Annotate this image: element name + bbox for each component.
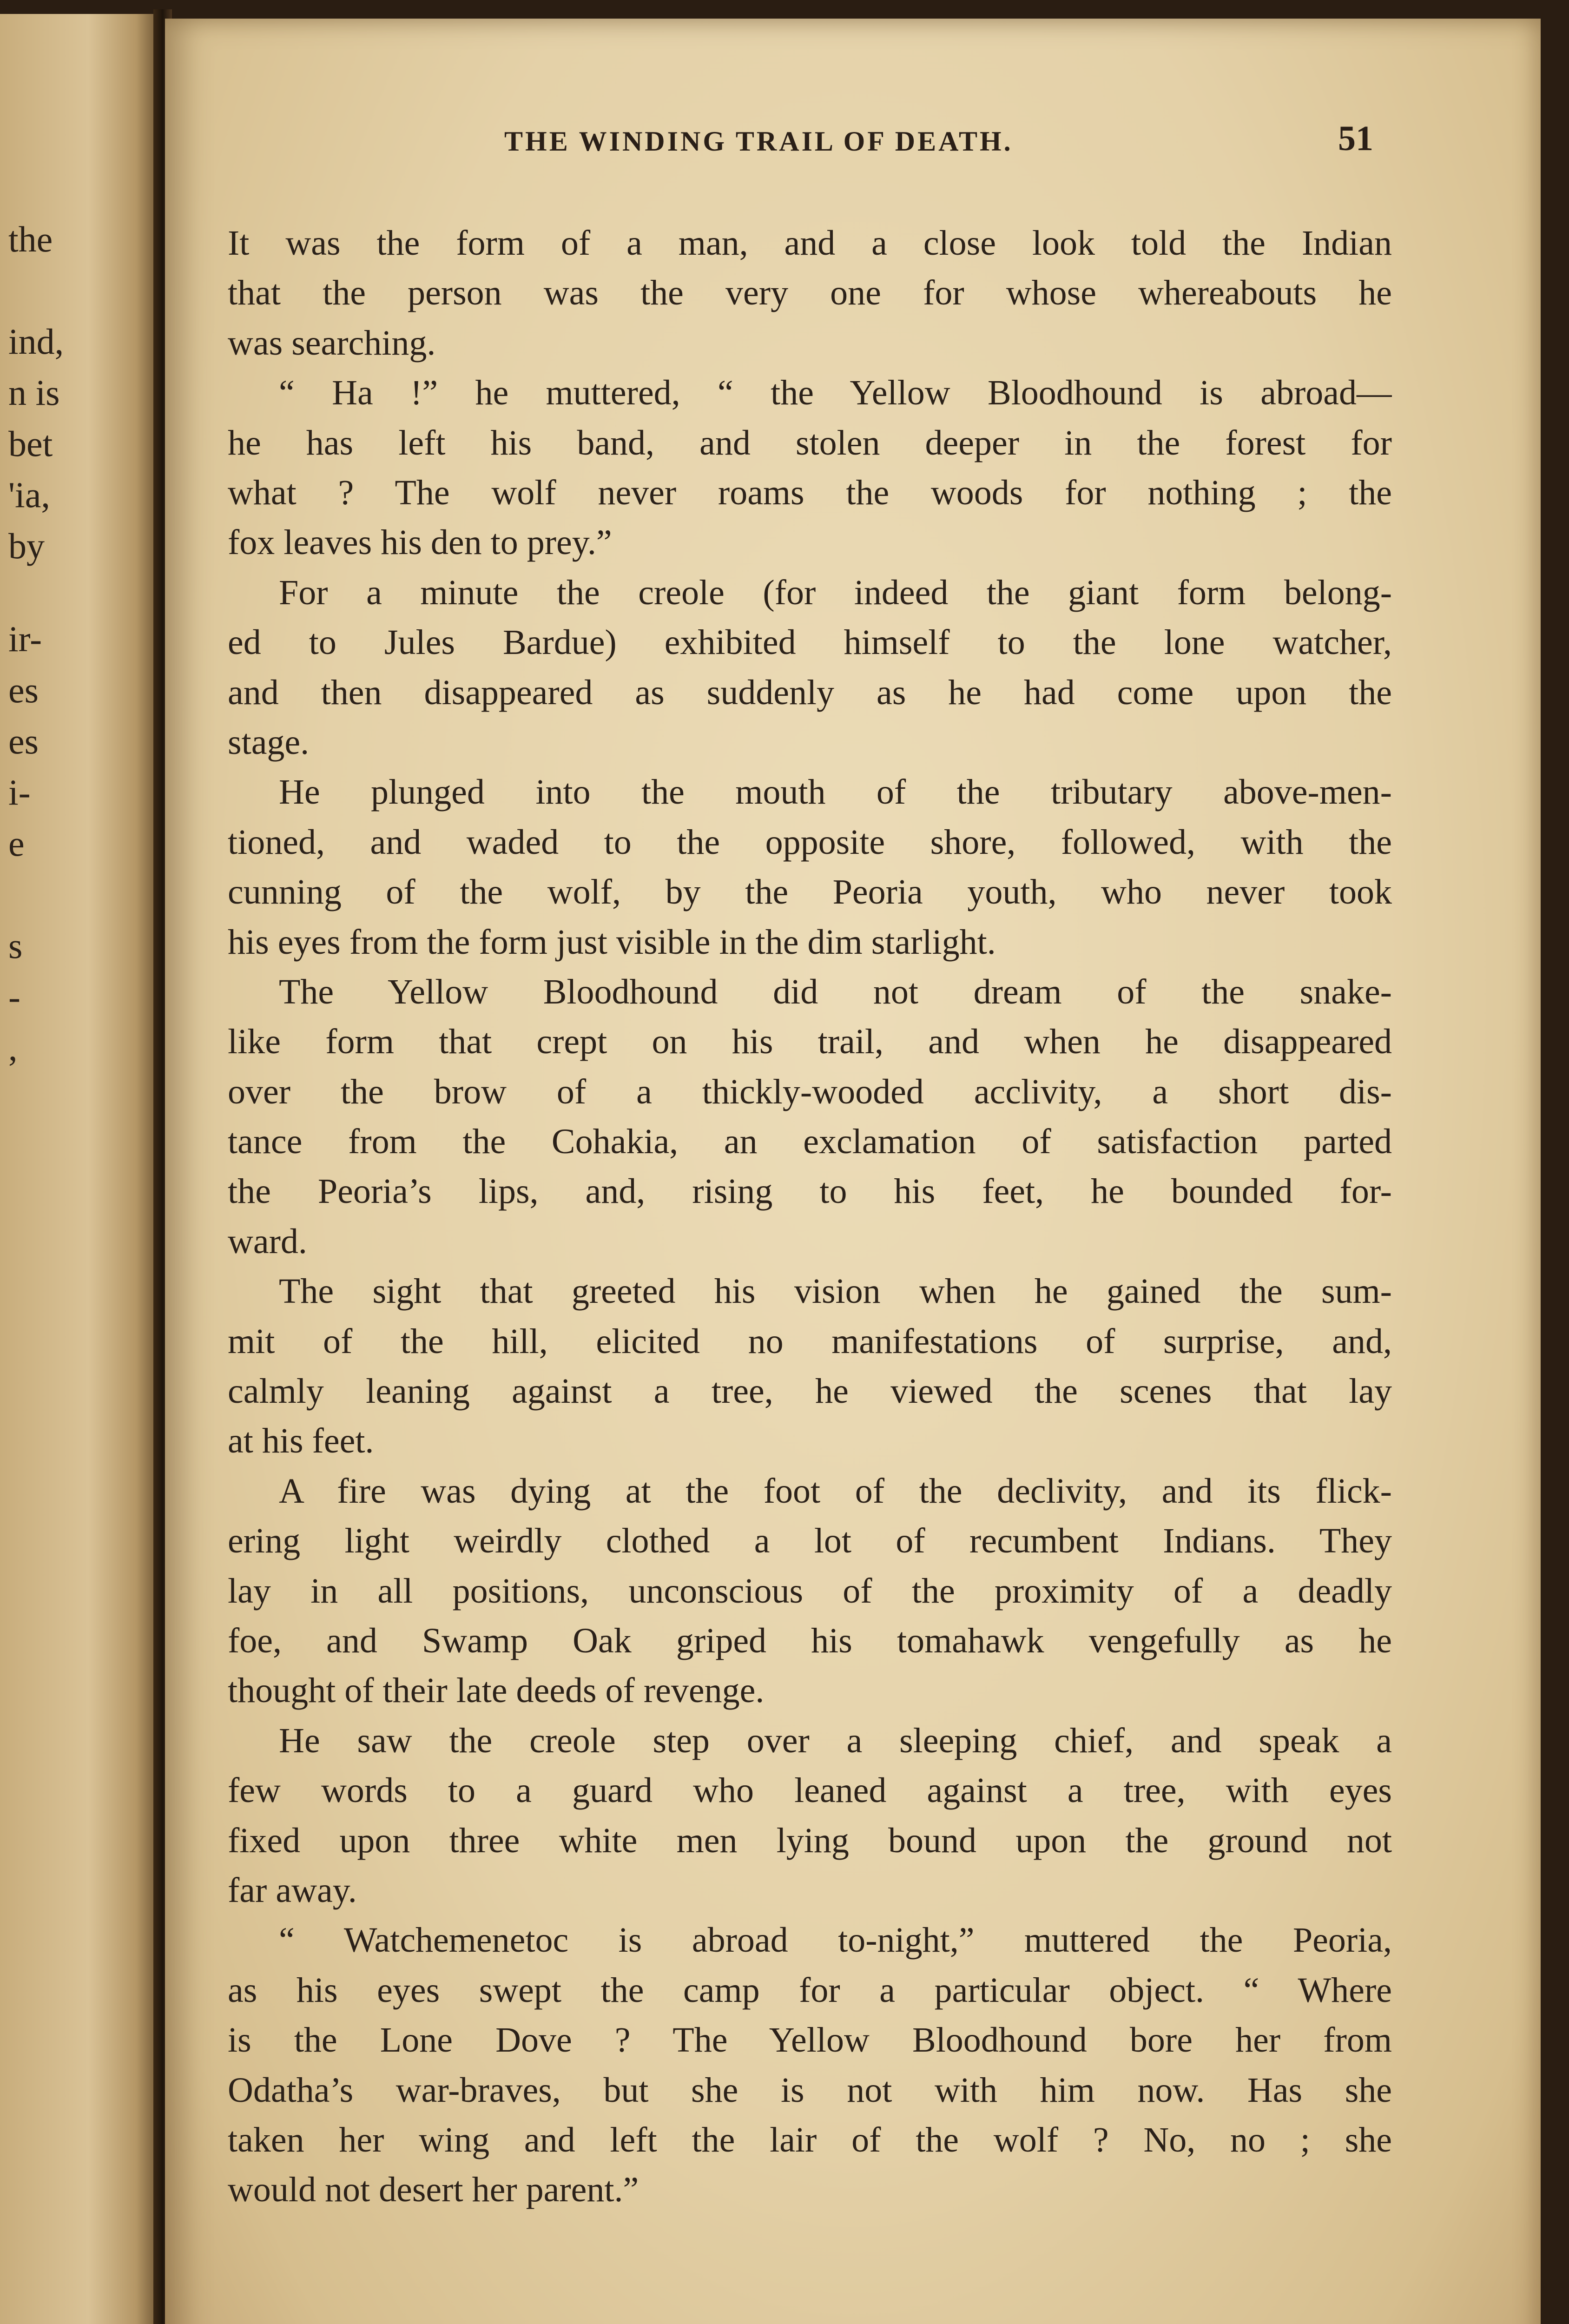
text-line: would not desert her parent.”	[228, 2170, 639, 2210]
left-page	[0, 14, 160, 2324]
left-margin-fragment: bet	[8, 423, 53, 464]
right-page	[165, 19, 1541, 2324]
text-line: A fire was dying at the foot of the declivity, and its flick-	[279, 1471, 1392, 1511]
paragraph	[228, 1915, 1392, 2215]
left-margin-fragment: -	[8, 977, 20, 1017]
text-line: cunning of the wolf, by the Peoria youth, who never took	[228, 872, 1392, 912]
text-line: For a minute the creole (for indeed the giant form belong-	[279, 573, 1392, 612]
text-line: at his feet.	[228, 1421, 374, 1461]
text-line: like form that crept on his trail, and when he disappeared	[228, 1022, 1392, 1062]
text-line: that the person was the very one for whose whereabouts he	[228, 273, 1392, 313]
left-margin-fragment: i-	[8, 772, 31, 812]
text-line: fixed upon three white men lying bound upon the ground not	[228, 1821, 1392, 1860]
text-line: ed to Jules Bardue) exhibited himself to the lone watcher,	[228, 623, 1392, 662]
text-line: his eyes from the form just visible in the dim starlight.	[228, 922, 996, 962]
left-margin-fragment: es	[8, 721, 39, 761]
left-margin-fragment: ,	[8, 1028, 18, 1068]
text-line: He saw the creole step over a sleeping chief, and speak a	[279, 1721, 1392, 1760]
text-line: calmly leaning against a tree, he viewed the scenes that lay	[228, 1372, 1392, 1411]
text-line: “ Ha !” he muttered, “ the Yellow Bloodhound is abroad—	[279, 373, 1392, 413]
text-line: as his eyes swept the camp for a particular object. “ Where	[228, 1970, 1392, 2010]
text-line: stage.	[228, 722, 310, 762]
page-number: 51	[1338, 119, 1373, 158]
paragraph	[228, 767, 1392, 967]
paragraph	[228, 1466, 1392, 1716]
text-line: taken her wing and left the lair of the wolf ? No, no ; she	[228, 2120, 1392, 2159]
text-line: far away.	[228, 1871, 357, 1910]
text-line: over the brow of a thickly-wooded acclivity, a short dis-	[228, 1072, 1392, 1111]
text-line: what ? The wolf never roams the woods for nothing ; the	[228, 473, 1392, 512]
paragraph	[228, 218, 1392, 368]
body-text	[228, 218, 1392, 2215]
left-margin-fragment: e	[8, 823, 25, 864]
text-line: The sight that greeted his vision when he gained the sum-	[279, 1272, 1392, 1311]
text-line: He plunged into the mouth of the tributary above-men-	[279, 772, 1392, 812]
text-line: foe, and Swamp Oak griped his tomahawk vengefully as he	[228, 1621, 1392, 1661]
paragraph	[228, 1716, 1392, 1916]
text-line: ering light weirdly clothed a lot of recumbent Indians. They	[228, 1521, 1392, 1561]
text-line: “ Watchemenetoc is abroad to-night,” muttered the Peoria,	[279, 1921, 1392, 1960]
text-line: It was the form of a man, and a close look told the Indian	[228, 224, 1392, 263]
paragraph	[228, 967, 1392, 1267]
text-line: Odatha’s war-braves, but she is not with him now. Has she	[228, 2070, 1392, 2110]
left-margin-fragment: the	[8, 219, 53, 259]
text-line: tance from the Cohakia, an exclamation of satisfaction parted	[228, 1122, 1392, 1162]
text-line: fox leaves his den to prey.”	[228, 523, 612, 562]
left-margin-fragment: n is	[8, 372, 60, 413]
left-margin-fragment: 'ia,	[8, 475, 50, 515]
left-margin-fragment: ir-	[8, 619, 42, 659]
text-line: he has left his band, and stolen deeper in the forest for	[228, 423, 1392, 462]
text-line: lay in all positions, unconscious of the proximity of a deadly	[228, 1571, 1392, 1611]
text-line: the Peoria’s lips, and, rising to his feet, he bounded for-	[228, 1172, 1392, 1211]
left-margin-fragment: es	[8, 670, 39, 710]
text-line: is the Lone Dove ? The Yellow Bloodhound bore her from	[228, 2020, 1392, 2060]
text-line: tioned, and waded to the opposite shore, followed, with the	[228, 822, 1392, 862]
paragraph	[228, 368, 1392, 568]
paragraph	[228, 568, 1392, 768]
paragraph	[228, 1267, 1392, 1466]
text-line: thought of their late deeds of revenge.	[228, 1671, 765, 1710]
left-margin-fragment: by	[8, 526, 45, 566]
left-margin-fragment: s	[8, 925, 23, 966]
text-line: few words to a guard who leaned against a tree, with eyes	[228, 1771, 1392, 1810]
text-line: was searching.	[228, 323, 436, 363]
running-head: THE WINDING TRAIL OF DEATH.	[504, 126, 1013, 157]
text-line: and then disappeared as suddenly as he had come upon the	[228, 673, 1392, 712]
text-line: The Yellow Bloodhound did not dream of the snake-	[279, 972, 1392, 1011]
text-line: ward.	[228, 1221, 307, 1261]
text-line: mit of the hill, elicited no manifestations of surprise, and,	[228, 1321, 1392, 1361]
left-margin-fragment: ind,	[8, 321, 64, 362]
